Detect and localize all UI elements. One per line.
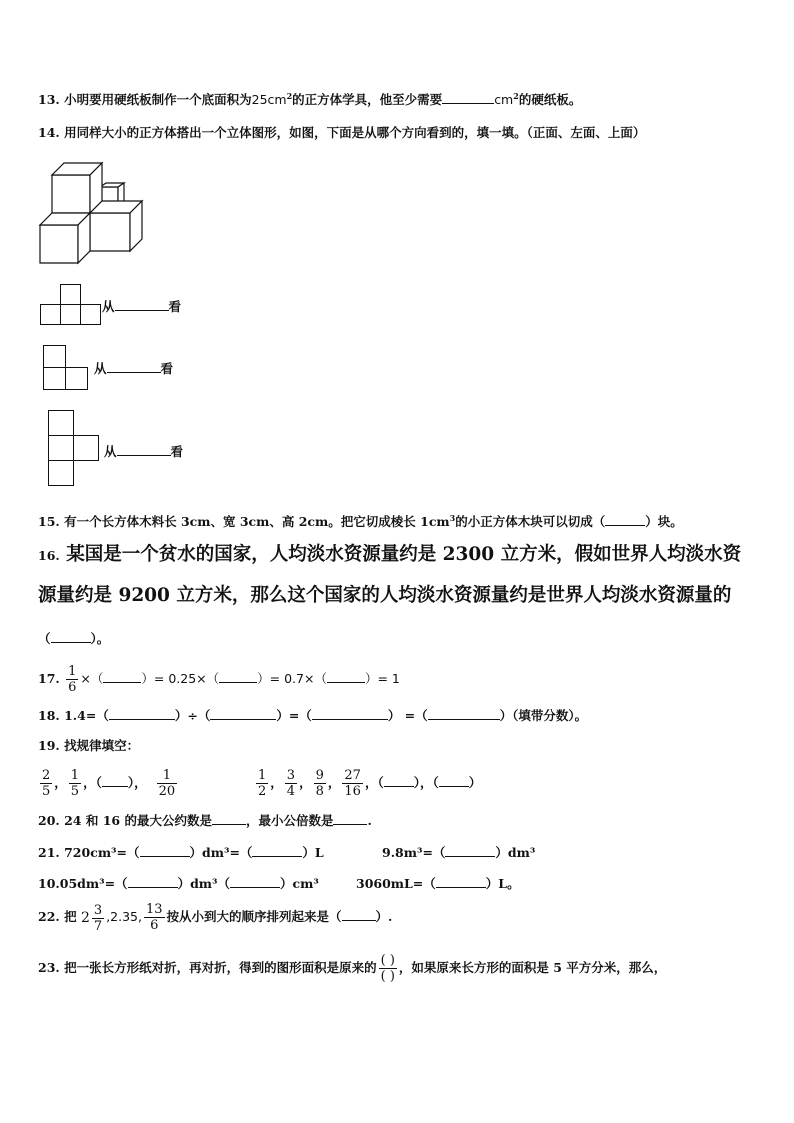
q23-fraction	[379, 953, 397, 984]
fraction-denominator[interactable]: ( )	[380, 969, 395, 984]
q16-paren-open: （	[38, 631, 51, 646]
q15-sup: 3	[449, 513, 456, 523]
answer-blank[interactable]	[442, 91, 494, 104]
fraction-numerator: 1	[68, 664, 77, 679]
q13-unit: cm	[494, 92, 514, 108]
q21-number: 21.	[38, 845, 60, 860]
mixed-whole: 2	[80, 909, 90, 926]
fraction-numerator: 3	[286, 768, 296, 783]
answer-blank[interactable]	[219, 670, 257, 683]
seq2-fraction	[256, 768, 268, 799]
q21-part-g: ）dm³（	[177, 876, 231, 891]
view-pre: 从	[94, 361, 107, 376]
fraction-numerator: 1	[70, 768, 80, 783]
answer-blank[interactable]	[109, 707, 175, 720]
seq1-fraction	[157, 768, 178, 799]
answer-blank[interactable]	[115, 298, 169, 311]
q20-part-b: ，最小公倍数是	[245, 813, 334, 828]
question-16-line1	[38, 543, 741, 568]
fraction-numerator: 2	[42, 768, 51, 783]
q19-title: 找规律填空：	[64, 738, 140, 753]
mixed-fraction	[92, 903, 104, 934]
q20-number: 20.	[38, 813, 60, 828]
q21-part-d: 9.8m³=（	[382, 845, 446, 860]
answer-blank[interactable]	[140, 844, 190, 857]
answer-blank[interactable]	[230, 875, 280, 888]
separator: ，	[134, 775, 147, 790]
answer-blank[interactable]	[445, 844, 495, 857]
fraction-denominator: 16	[344, 784, 361, 799]
answer-blank[interactable]	[128, 875, 178, 888]
q22-number: 22.	[38, 909, 60, 924]
answer-blank[interactable]	[333, 812, 367, 825]
q17-part-d: ）= 1	[364, 671, 400, 686]
answer-blank[interactable]	[439, 774, 469, 787]
fraction-numerator[interactable]: ( )	[380, 953, 395, 968]
seq2-fraction	[285, 768, 297, 799]
question-15	[38, 510, 683, 530]
q22-mixed-number	[81, 898, 106, 938]
answer-blank[interactable]	[210, 707, 276, 720]
view-pre: 从	[104, 444, 117, 459]
fraction-numerator: 13	[145, 902, 163, 917]
q17-number: 17.	[38, 671, 60, 686]
q22-part-a: 把	[64, 909, 77, 924]
q22-part-b: ,2.35,	[106, 909, 142, 924]
q15-text-post: 的小正方体木块可以切成（	[455, 514, 606, 530]
seq2-fraction	[342, 768, 363, 799]
question-21-line2	[38, 875, 319, 892]
answer-blank[interactable]	[312, 707, 388, 720]
answer-blank[interactable]	[103, 670, 141, 683]
answer-blank[interactable]	[102, 774, 128, 787]
answer-blank[interactable]	[252, 844, 302, 857]
question-22	[38, 897, 392, 938]
view-3-label	[104, 443, 183, 460]
q21-part-f: 10.05dm³=（	[38, 876, 128, 891]
separator: ，	[270, 775, 283, 790]
q18-part-c: ）=（	[276, 708, 312, 723]
view-post: 看	[170, 444, 184, 459]
q18-part-a: 1.4=（	[64, 708, 109, 723]
paren-open: （	[377, 775, 384, 790]
question-20	[38, 812, 372, 829]
fraction-denominator: 4	[286, 784, 296, 799]
answer-blank[interactable]	[605, 513, 645, 526]
answer-blank[interactable]	[428, 707, 500, 720]
separator: ，	[364, 775, 378, 790]
answer-blank[interactable]	[436, 875, 486, 888]
q23-part-b: ，如果原来长方形的面积是 5 平方分米，那么，	[398, 960, 667, 975]
view-1-shape	[40, 284, 102, 326]
q13-text-mid: 的正方体学具，他至少需要	[292, 92, 443, 108]
q13-text: 小明要用硬纸板制作一个底面积为	[64, 92, 252, 108]
q16-text-line2: 源量约是 9200 立方米，那么这个国家的人均淡水资源量约是世界人均淡水资源量的	[38, 585, 732, 606]
q13-area-sup: 2	[286, 91, 293, 101]
fraction-numerator: 1	[258, 768, 267, 783]
q13-area: 25cm	[251, 92, 287, 108]
q20-part-a: 24 和 16 的最大公约数是	[64, 813, 212, 828]
question-21-line2-right	[356, 875, 520, 892]
question-17	[38, 662, 400, 696]
q18-part-d: ） =（	[387, 708, 428, 723]
q16-number: 16.	[38, 548, 60, 563]
fraction-denominator: 5	[70, 784, 80, 799]
view-1-label	[102, 298, 181, 315]
q15-number: 15.	[38, 514, 60, 530]
q21-part-a: 720cm³=（	[64, 845, 140, 860]
fraction-denominator: 5	[42, 784, 51, 799]
q14-text: 用同样大小的正方体搭出一个立体图形，如图，下面是从哪个方向看到的，填一填。（正面、左面、上面）	[64, 125, 646, 140]
q21-part-i: 3060mL=（	[356, 876, 436, 891]
fraction-denominator: 2	[258, 784, 267, 799]
q17-part-a: ×（	[80, 671, 104, 686]
question-14	[38, 125, 645, 141]
fraction-denominator: 6	[68, 680, 77, 695]
question-13	[38, 88, 581, 108]
answer-blank[interactable]	[107, 360, 161, 373]
fraction-numerator: 1	[157, 768, 178, 784]
q17-part-c: ）= 0.7×（	[257, 671, 327, 686]
separator: ，	[327, 775, 341, 790]
q21-part-e: ）dm³	[495, 845, 536, 860]
q21-part-b: ）dm³=（	[189, 845, 253, 860]
view-2-label	[94, 360, 173, 377]
paren-close: ）	[413, 775, 420, 790]
view-2-shape	[43, 345, 93, 391]
paren-close: ）	[127, 775, 135, 790]
answer-blank[interactable]	[384, 774, 414, 787]
fraction-denominator: 8	[315, 784, 324, 799]
answer-blank[interactable]	[327, 670, 365, 683]
view-post: 看	[168, 299, 182, 314]
question-21-line1	[38, 844, 324, 861]
seq1-fraction	[40, 768, 52, 799]
q13-unit-sup: 2	[513, 91, 519, 101]
q13-number: 13.	[38, 92, 60, 108]
question-23	[38, 948, 666, 988]
view-post: 看	[160, 361, 174, 376]
answer-blank[interactable]	[51, 630, 91, 643]
q21-part-j: ）L。	[485, 876, 520, 891]
separator: ，	[83, 775, 96, 790]
cube-figure	[38, 155, 150, 267]
paren-open: （	[432, 775, 439, 790]
fraction-denominator: 7	[93, 918, 103, 934]
q17-fraction	[66, 664, 78, 695]
q22-part-d: ）.	[375, 909, 393, 924]
fraction-denominator: 20	[158, 784, 176, 799]
q19-number: 19.	[38, 738, 60, 753]
q14-number: 14.	[38, 125, 60, 140]
view-pre: 从	[102, 299, 115, 314]
seq2-fraction	[314, 768, 326, 799]
q23-number: 23.	[38, 960, 60, 975]
q18-part-b: ）÷（	[174, 708, 211, 723]
q22-part-c: 按从小到大的顺序排列起来是（	[166, 909, 342, 924]
q19-sequence-2	[254, 763, 481, 803]
question-16-line2	[38, 584, 731, 608]
q16-text-line1: 某国是一个贫水的国家，人均淡水资源量约是 2300 立方米，假如世界人均淡水资	[66, 544, 742, 565]
q17-part-b: ）= 0.25×（	[141, 671, 220, 686]
q23-part-a: 把一张长方形纸对折，再对折，得到的图形面积是原来的	[64, 960, 377, 975]
fraction-numerator: 3	[93, 902, 103, 918]
fraction-numerator: 27	[344, 768, 361, 783]
seq1-fraction	[69, 768, 81, 799]
fraction-numerator: 9	[315, 768, 324, 783]
fraction-denominator: 6	[150, 918, 159, 933]
paren-close: ）	[468, 775, 482, 790]
separator: ，	[419, 775, 433, 790]
q15-text: 有一个长方体木料长 3cm、宽 3cm、高 2cm。把它切成棱长 1cm	[64, 514, 450, 530]
q22-fraction	[144, 902, 165, 933]
q15-text-end: ）块。	[645, 514, 683, 530]
question-16-line3	[38, 630, 109, 647]
separator: ，	[54, 775, 67, 790]
answer-blank[interactable]	[342, 908, 376, 921]
view-3-shape	[48, 410, 102, 486]
q16-paren-close: ）。	[90, 631, 110, 646]
question-18	[38, 707, 587, 724]
q21-part-c: ）L	[302, 845, 324, 860]
q18-number: 18.	[38, 708, 60, 723]
question-21-line1-right	[382, 844, 535, 861]
answer-blank[interactable]	[212, 812, 246, 825]
separator: ，	[299, 775, 312, 790]
answer-blank[interactable]	[117, 443, 171, 456]
q21-part-h: ）cm³	[280, 876, 319, 891]
q13-text-post: 的硬纸板。	[518, 92, 582, 108]
q18-part-e: ）（填带分数）。	[499, 708, 588, 723]
paren-open: （	[95, 775, 102, 790]
q19-sequence-1	[38, 763, 179, 803]
q20-part-c: .	[367, 813, 372, 828]
question-19	[38, 738, 139, 754]
